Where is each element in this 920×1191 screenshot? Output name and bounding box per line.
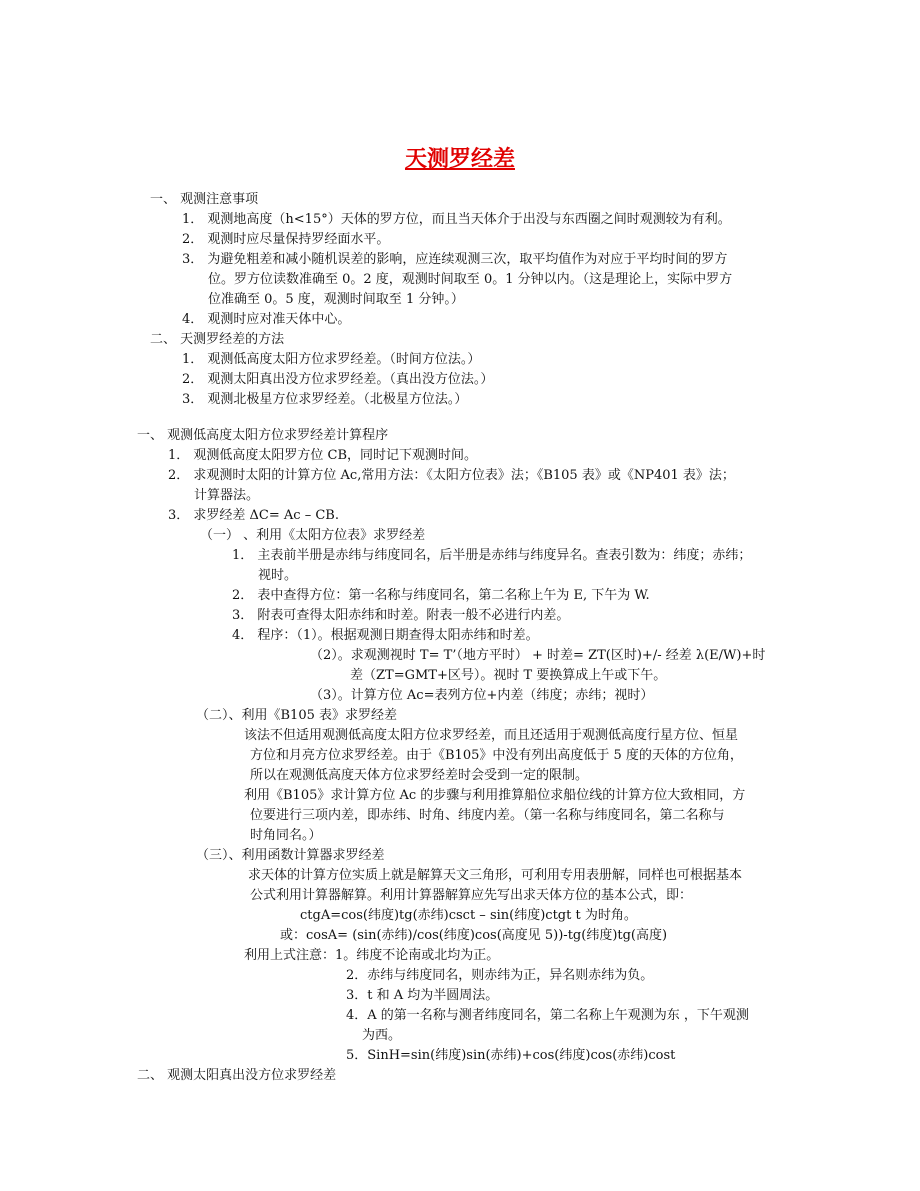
text-line: 2． 观测时应尽量保持罗经面水平。 bbox=[182, 232, 390, 247]
text-line: 2． 求观测时太阳的计算方位 Ac,常用方法：《太阳方位表》法；《B105 表》或《NP401 表》法； bbox=[168, 468, 735, 483]
text-line: 位。罗方位读数准确至 0。2 度，观测时间取至 0。1 分钟以内。（这是理论上，实际中罗方 bbox=[208, 272, 733, 287]
text-line: 2．赤纬与纬度同名，则赤纬为正，异名则赤纬为负。 bbox=[346, 968, 654, 983]
text-line: 3． 为避免粗差和减小随机误差的影响，应连续观测三次，取平均值作为对应于平均时间的罗方 bbox=[182, 252, 728, 267]
text-line: （3）。计算方位 Ac=表列方位+内差（纬度；赤纬；视时） bbox=[310, 688, 654, 703]
text-line: ctgA=cos(纬度)tg(赤纬)csct – sin(纬度)ctgt t 为时角。 bbox=[300, 908, 637, 923]
text-line: 3． 附表可查得太阳赤纬和时差。附表一般不必进行内差。 bbox=[232, 608, 570, 623]
text-line: （二）、利用《B105 表》求罗经差 bbox=[196, 708, 397, 723]
text-line: （三）、利用函数计算器求罗经差 bbox=[196, 848, 385, 863]
text-line: 二、 天测罗经差的方法 bbox=[150, 332, 285, 347]
text-line: 或：cosA= (sin(赤纬)/cos(纬度)cos(高度见 5))-tg(纬度)tg(高度) bbox=[280, 928, 668, 943]
text-line: 3． 观测北极星方位求罗经差。（北极星方位法。） bbox=[182, 392, 468, 407]
text-line: 求天体的计算方位实质上就是解算天文三角形，可利用专用表册解，同样也可根据基本 bbox=[248, 868, 743, 883]
text-line: 1． 观测低高度太阳罗方位 CB，同时记下观测时间。 bbox=[168, 448, 478, 463]
text-line: 一、 观测低高度太阳方位求罗经差计算程序 bbox=[137, 428, 389, 443]
text-line: 4． 程序：（1）。根据观测日期查得太阳赤纬和时差。 bbox=[232, 628, 539, 643]
text-line: 二、 观测太阳真出没方位求罗经差 bbox=[137, 1068, 337, 1083]
text-line: 4． 观测时应对准天体中心。 bbox=[182, 312, 351, 327]
text-line: 差（ZT=GMT+区号）。视时 T 要换算成上午或下午。 bbox=[350, 668, 667, 683]
text-line: 利用上式注意：1。纬度不论南或北均为正。 bbox=[244, 948, 500, 963]
text-line: 3． 求罗经差 ΔC= Ac – CB. bbox=[168, 508, 339, 523]
text-line: 公式利用计算器解算。利用计算器解算应先写出求天体方位的基本公式，即： bbox=[250, 888, 693, 903]
text-line: 计算器法。 bbox=[194, 488, 260, 503]
text-line: 位要进行三项内差，即赤纬、时角、纬度内差。（第一名称与纬度同名，第二名称与 bbox=[250, 808, 725, 823]
text-line: 3．t 和 A 均为半圆周法。 bbox=[346, 988, 499, 1003]
text-line: （一） 、利用《太阳方位表》求罗经差 bbox=[200, 528, 426, 543]
text-line: 位准确至 0。5 度，观测时间取至 1 分钟。） bbox=[208, 292, 464, 307]
text-line: 5．SinH=sin(纬度)sin(赤纬)+cos(纬度)cos(赤纬)cost bbox=[346, 1048, 676, 1063]
text-line: 利用《B105》求计算方位 Ac 的步骤与利用推算船位求船位线的计算方位大致相同，方 bbox=[244, 788, 746, 803]
page-title: 天测罗经差 bbox=[404, 146, 515, 172]
text-line: 1． 主表前半册是赤纬与纬度同名，后半册是赤纬与纬度异名。查表引数为：纬度；赤纬； bbox=[232, 548, 752, 563]
text-line: 2． 表中查得方位：第一名称与纬度同名，第二名称上午为 E, 下午为 W. bbox=[232, 588, 650, 603]
text-line: 一、 观测注意事项 bbox=[150, 192, 259, 207]
text-line: 视时。 bbox=[258, 568, 298, 583]
text-line: 方位和月亮方位求罗经差。由于《B105》中没有列出高度低于 5 度的天体的方位角， bbox=[250, 748, 743, 763]
text-line: 所以在观测低高度天体方位求罗经差时会受到一定的限制。 bbox=[250, 768, 589, 783]
text-line: 1． 观测地高度（h<15°）天体的罗方位，而且当天体介于出没与东西圈之间时观测较为有利。 bbox=[182, 212, 731, 227]
text-line: 为西。 bbox=[362, 1028, 402, 1043]
text-line: （2）。求观测视时 T= T’（地方平时） + 时差= ZT(区时)+/- 经差 λ(E/W)+时 bbox=[310, 648, 766, 663]
text-line: 4．A 的第一名称与测者纬度同名，第二名称上午观测为东 ，下午观测 bbox=[346, 1008, 749, 1023]
text-line: 2． 观测太阳真出没方位求罗经差。（真出没方位法。） bbox=[182, 372, 494, 387]
text-line: 1． 观测低高度太阳方位求罗经差。（时间方位法。） bbox=[182, 352, 481, 367]
text-line: 时角同名。） bbox=[250, 828, 322, 843]
text-line: 该法不但适用观测低高度太阳方位求罗经差，而且还适用于观测低高度行星方位、恒星 bbox=[244, 728, 739, 743]
